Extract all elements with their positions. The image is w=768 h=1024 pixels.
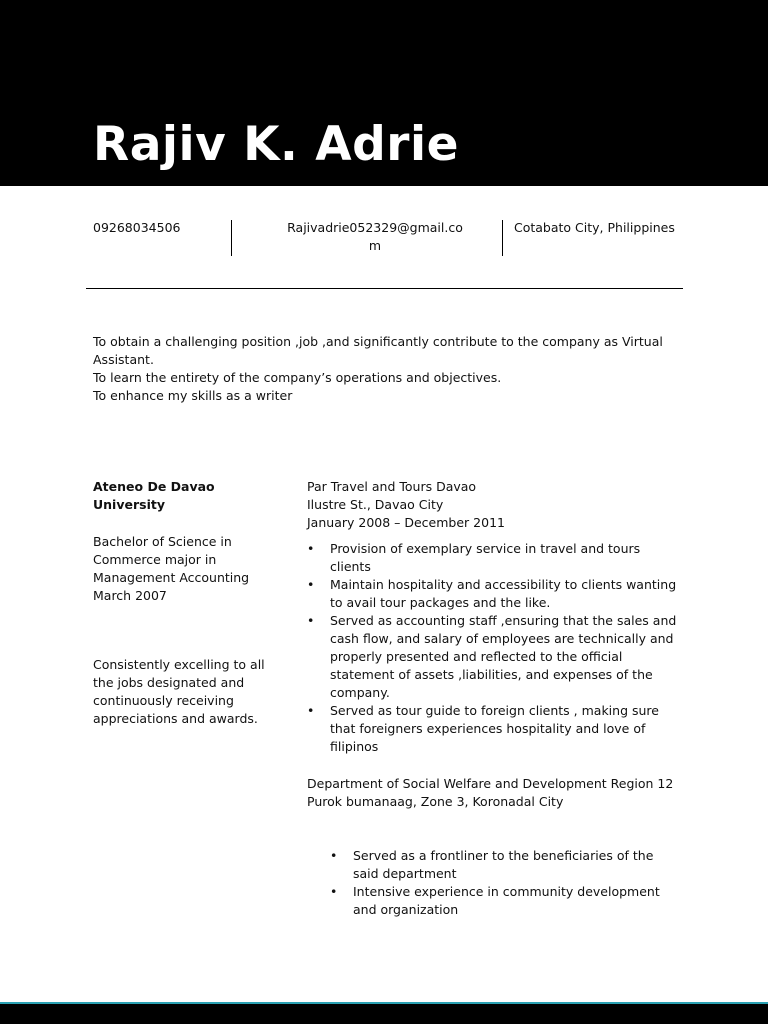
duty-item: • Provision of exemplary service in travel and tours clients xyxy=(307,540,682,576)
company-location: Purok bumanaag, Zone 3, Koronadal City xyxy=(307,794,564,809)
experience-duties-list xyxy=(307,540,682,756)
section-divider xyxy=(86,288,683,289)
duty-item: • Served as tour guide to foreign clients , making sure that foreigners experiences hospitality and love of filipinos xyxy=(307,702,682,756)
duty-item: • Served as accounting staff ,ensuring that the sales and cash flow, and salary of employees are technically and properly presented and reflected to the official statement of assets ,liabilities, and expenses of the company. xyxy=(307,612,682,702)
graduation-date: March 2007 xyxy=(93,588,167,603)
objective-line: To enhance my skills as a writer xyxy=(93,388,293,403)
experience-duties-list xyxy=(330,847,675,919)
contact-divider xyxy=(502,220,503,256)
company-name: Par Travel and Tours Davao xyxy=(307,479,477,494)
objective-line: To obtain a challenging position ,job ,and significantly contribute to the company as Virtual Assistant. xyxy=(93,334,663,367)
degree-info xyxy=(93,533,283,605)
objectives-section xyxy=(93,333,683,405)
contact-divider xyxy=(231,220,232,256)
footer-band xyxy=(0,1004,768,1024)
experience-entry-header xyxy=(307,478,682,532)
school-name: Ateneo De Davao University xyxy=(93,479,215,512)
duty-item: • Maintain hospitality and accessibility to clients wanting to avail tour packages and the like. xyxy=(307,576,682,612)
phone-number: 09268034506 xyxy=(93,220,181,235)
company-location: Ilustre St., Davao City xyxy=(307,497,444,512)
experience-entry-header xyxy=(307,775,682,811)
achievement-text: Consistently excelling to all the jobs designated and continuously receiving appreciations and awards. xyxy=(93,657,265,726)
objective-line: To learn the entirety of the company’s operations and objectives. xyxy=(93,370,502,385)
home-address: Cotabato City, Philippines xyxy=(514,220,675,235)
duty-item: • Intensive experience in community development and organization xyxy=(330,883,675,919)
candidate-name: Rajiv K. Adrie xyxy=(93,117,459,172)
email-address: Rajivadrie052329@gmail.com xyxy=(287,220,463,253)
employment-dates: January 2008 – December 2011 xyxy=(307,515,505,530)
duty-item: • Served as a frontliner to the beneficiaries of the said department xyxy=(330,847,675,883)
company-name: Department of Social Welfare and Development Region 12 xyxy=(307,776,674,791)
degree-title: Bachelor of Science in Commerce major in Management Accounting xyxy=(93,534,250,585)
